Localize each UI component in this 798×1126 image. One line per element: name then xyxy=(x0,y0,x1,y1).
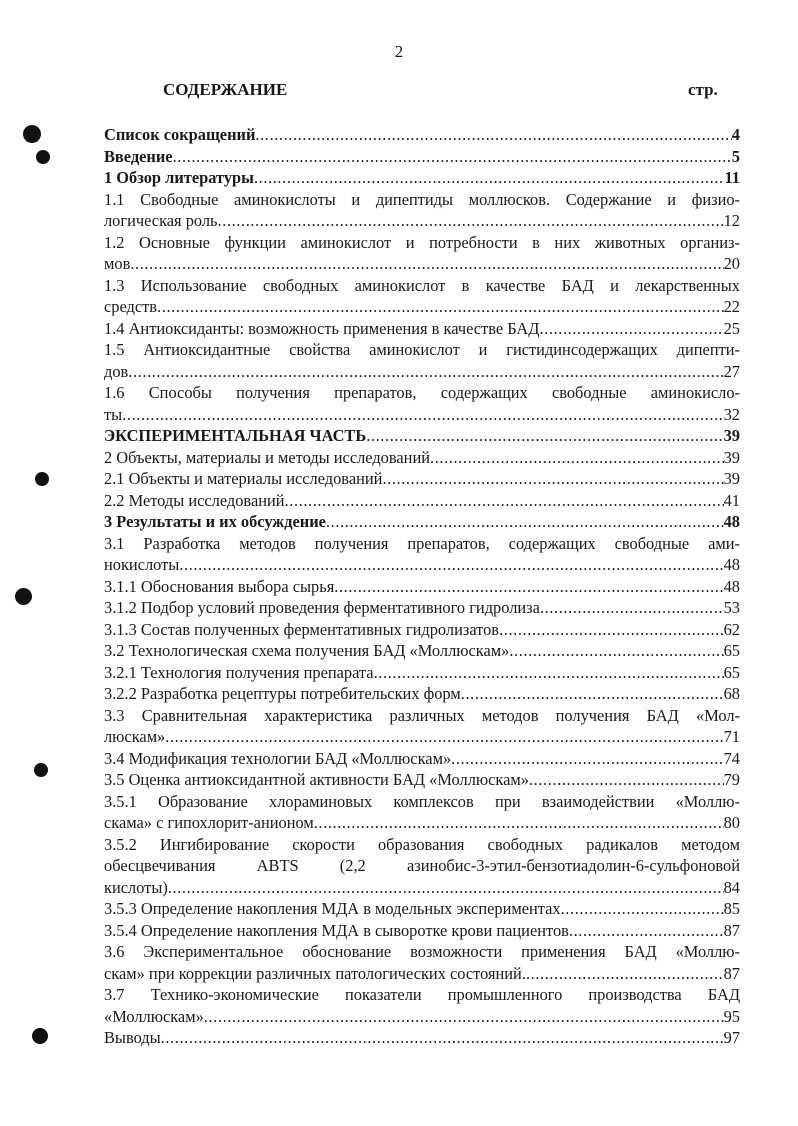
toc-entry-title: 3.1.2 Подбор условий проведения ферментативного гидролиза xyxy=(104,598,540,617)
toc-entry xyxy=(104,447,740,469)
dot-leader xyxy=(430,447,724,469)
toc-entry-page: 22 xyxy=(723,297,740,316)
toc-entry-title: 2.1 Объекты и материалы исследований xyxy=(104,469,383,488)
dot-leader xyxy=(334,576,723,598)
toc-entry-title: скама» с гипохлорит-анионом xyxy=(104,813,314,832)
toc-entry-title: дов xyxy=(104,361,129,381)
dot-leader xyxy=(539,318,723,340)
toc-entry-line: 1.1 Свободные аминокислоты и дипептиды моллюсков. Содержание и физио- xyxy=(104,189,740,209)
toc-entry xyxy=(104,146,740,168)
toc-entry-page: 48 xyxy=(723,576,740,596)
toc-entry-title: 3.1.3 Состав полученных ферментативных гидролизатов xyxy=(104,619,500,639)
toc-entry xyxy=(104,275,740,318)
toc-entry xyxy=(104,898,740,920)
toc-entry-page: 62 xyxy=(723,619,740,639)
toc-entry-title: логическая роль xyxy=(104,211,218,230)
toc-entry-line: 3.5.1 Образование хлораминовых комплексов при взаимодействии «Моллю- xyxy=(104,791,740,811)
toc-entry-page: 84 xyxy=(723,877,740,897)
toc-entry-row xyxy=(104,468,740,490)
toc-entry xyxy=(104,382,740,425)
dot-leader xyxy=(451,748,723,770)
toc-entry-row xyxy=(104,124,740,146)
toc-entry-title: ЭКСПЕРИМЕНТАЛЬНАЯ ЧАСТЬ xyxy=(104,426,367,445)
toc-entry-row xyxy=(104,576,740,598)
toc-entry-title: «Моллюскам» xyxy=(104,1006,204,1026)
toc-entry xyxy=(104,189,740,232)
toc-entry-title: 3.2.1 Технология получения препарата xyxy=(104,662,374,682)
toc-entry-row xyxy=(104,1006,740,1028)
toc-entry-page: 87 xyxy=(723,963,740,983)
toc-entry-page: 65 xyxy=(723,662,740,682)
toc-entry-row xyxy=(104,619,740,641)
toc-entry-title: кислоты) xyxy=(104,877,168,897)
toc-entry xyxy=(104,941,740,984)
binder-hole xyxy=(34,763,48,777)
toc-entry xyxy=(104,339,740,382)
dot-leader xyxy=(509,640,723,662)
toc-entry-row xyxy=(104,511,740,533)
toc-entry-row xyxy=(104,167,740,189)
toc-entry-line: 3.5.2 Ингибирование скорости образования свободных радикалов методом xyxy=(104,834,740,854)
toc-entry xyxy=(104,511,740,533)
dot-leader xyxy=(128,361,723,383)
toc-entry xyxy=(104,683,740,705)
toc-entry-line: 3.1 Разработка методов получения препаратов, содержащих свободные ами- xyxy=(104,533,740,553)
toc-entry-title: люскам» xyxy=(104,727,166,746)
toc-entry-row xyxy=(104,812,740,834)
toc-entry-row xyxy=(104,404,740,426)
toc-entry-page: 39 xyxy=(723,447,740,467)
toc-entry-page: 25 xyxy=(723,318,740,338)
toc-entry-line: 3.7 Технико-экономические показатели промышленного производства БАД xyxy=(104,985,740,1004)
toc-entry-line: 1.3 Использование свободных аминокислот в качестве БАД и лекарственных xyxy=(104,275,740,295)
toc-entry-page: 87 xyxy=(723,920,740,940)
toc-entry-page: 11 xyxy=(724,168,740,187)
dot-leader xyxy=(168,877,724,899)
toc-entry-row xyxy=(104,597,740,619)
dot-leader xyxy=(540,597,724,619)
binder-hole xyxy=(23,125,41,143)
toc-entry-title: Введение xyxy=(104,146,173,166)
toc-entry-title: 3.5.3 Определение накопления МДА в модельных экспериментах xyxy=(104,899,561,918)
toc-entry-title: нокислоты xyxy=(104,555,180,574)
toc-entry xyxy=(104,468,740,490)
dot-leader xyxy=(130,253,723,275)
toc-entry-page: 20 xyxy=(723,254,740,273)
toc-entry-row xyxy=(104,490,740,512)
dot-leader xyxy=(374,662,724,684)
dot-leader xyxy=(366,425,723,447)
toc-entry xyxy=(104,920,740,942)
dot-leader xyxy=(218,210,724,232)
toc-entry-line: 3.6 Экспериментальное обоснование возможности применения БАД «Моллю- xyxy=(104,942,740,961)
binder-hole xyxy=(15,588,32,605)
toc-entry xyxy=(104,533,740,576)
toc-entry xyxy=(104,425,740,447)
toc-entry-title: 3.2.2 Разработка рецептуры потребительских форм xyxy=(104,684,461,703)
toc-entry-row xyxy=(104,253,740,275)
toc-entry-title: 3.5.4 Определение накопления МДА в сыворотке крови пациентов xyxy=(104,920,569,940)
toc-entry xyxy=(104,318,740,340)
binder-hole xyxy=(32,1028,48,1044)
toc-entry xyxy=(104,490,740,512)
toc-entry xyxy=(104,640,740,662)
toc-entry xyxy=(104,748,740,770)
page-column-label: стр. xyxy=(688,80,718,99)
toc-entry-page: 80 xyxy=(723,813,740,832)
toc-entry-page: 48 xyxy=(723,555,740,574)
toc-entry-page: 85 xyxy=(723,899,740,918)
dot-leader xyxy=(561,898,724,920)
toc-entry-page: 68 xyxy=(723,684,740,703)
toc-entry xyxy=(104,705,740,748)
toc-entry-title: скам» при коррекции различных патологических состояний. xyxy=(104,963,526,983)
toc-entry-row xyxy=(104,726,740,748)
binder-hole xyxy=(36,150,50,164)
toc-entry-row xyxy=(104,963,740,985)
dot-leader xyxy=(179,554,723,576)
toc-entry-page: 79 xyxy=(723,770,740,789)
dot-leader xyxy=(204,1006,724,1028)
toc-entry-page: 65 xyxy=(723,641,740,660)
dot-leader xyxy=(157,296,724,318)
toc-entry-row xyxy=(104,296,740,318)
toc-entry-line: 1.6 Способы получения препаратов, содержащих свободные аминокисло- xyxy=(104,383,740,402)
toc-entry-line: 3.3 Сравнительная характеристика различных методов получения БАД «Мол- xyxy=(104,705,740,725)
toc-entry-row xyxy=(104,640,740,662)
toc-heading: СОДЕРЖАНИЕ xyxy=(163,80,288,99)
toc-entry xyxy=(104,769,740,791)
dot-leader xyxy=(461,683,724,705)
dot-leader xyxy=(326,511,724,533)
toc-entry xyxy=(104,834,740,899)
toc-entry-page: 53 xyxy=(723,598,740,617)
toc-entry xyxy=(104,791,740,834)
toc-entry-line: 1.5 Антиоксидантные свойства аминокислот и гистидинсодержащих дипепти- xyxy=(104,340,740,359)
toc-entry-title: 3.1.1 Обоснования выбора сырья xyxy=(104,576,335,596)
toc-entry-row xyxy=(104,662,740,684)
toc-entry-page: 27 xyxy=(723,361,740,381)
dot-leader xyxy=(382,468,723,490)
dot-leader xyxy=(569,920,724,942)
dot-leader xyxy=(529,769,724,791)
toc-entry xyxy=(104,167,740,189)
toc-entry-row xyxy=(104,683,740,705)
toc-entry-row xyxy=(104,447,740,469)
toc-entry-page: 71 xyxy=(723,727,740,746)
toc-entry-page: 32 xyxy=(723,404,740,424)
toc-entry-page: 39 xyxy=(723,469,740,488)
toc-entry xyxy=(104,576,740,598)
dot-leader xyxy=(499,619,724,641)
toc-entry-row xyxy=(104,210,740,232)
toc-entry xyxy=(104,1027,740,1049)
toc-entry-page: 39 xyxy=(723,426,740,445)
toc-entry-title: 3.2 Технологическая схема получения БАД «Моллюскам» xyxy=(104,641,510,660)
dot-leader xyxy=(165,726,723,748)
dot-leader xyxy=(254,167,725,189)
toc-entry-row xyxy=(104,318,740,340)
toc-entry-row xyxy=(104,146,740,168)
toc-entry-row xyxy=(104,1027,740,1049)
dot-leader xyxy=(173,146,732,168)
page-number: 2 xyxy=(394,42,404,61)
toc-entry-page: 74 xyxy=(723,748,740,768)
dot-leader xyxy=(526,963,724,985)
toc-entry-row xyxy=(104,769,740,791)
toc-entry-title: 3.4 Модификация технологии БАД «Моллюскам» xyxy=(104,748,452,768)
toc-entry-title: 3 Результаты и их обсуждение xyxy=(104,512,326,531)
binder-hole xyxy=(35,472,49,486)
toc-entry-title: 2 Объекты, материалы и методы исследований xyxy=(104,447,430,467)
toc-entry-row xyxy=(104,361,740,383)
dot-leader xyxy=(255,124,731,146)
toc-entry-row xyxy=(104,425,740,447)
toc-entry-row xyxy=(104,920,740,942)
toc-entry xyxy=(104,619,740,641)
dot-leader xyxy=(161,1027,724,1049)
toc-entry-page: 5 xyxy=(731,146,740,166)
toc-entry-title: ты xyxy=(104,404,123,424)
toc-entry-row xyxy=(104,554,740,576)
toc-entry-row xyxy=(104,898,740,920)
toc-entry-page: 48 xyxy=(723,512,740,531)
toc-entry-line: обесцвечивания ABTS (2,2 азинобис-3-этил-бензотиадолин-6-сульфоновой xyxy=(104,856,740,875)
toc-entry-title: Выводы xyxy=(104,1028,161,1047)
toc-entry-title: 3.5 Оценка антиоксидантной активности БАД «Моллюскам» xyxy=(104,770,529,789)
toc-entry xyxy=(104,232,740,275)
toc-entry xyxy=(104,597,740,619)
dot-leader xyxy=(285,490,724,512)
toc-entry-page: 4 xyxy=(731,125,740,144)
toc-entry xyxy=(104,662,740,684)
table-of-contents xyxy=(104,124,740,1049)
toc-entry-page: 97 xyxy=(723,1028,740,1047)
toc-entry-title: 1.4 Антиоксиданты: возможность применения в качестве БАД xyxy=(104,318,540,338)
toc-entry xyxy=(104,124,740,146)
dot-leader xyxy=(122,404,723,426)
toc-entry-title: мов xyxy=(104,254,131,273)
toc-entry-row xyxy=(104,877,740,899)
toc-entry-title: средств xyxy=(104,297,158,316)
toc-entry-row xyxy=(104,748,740,770)
toc-entry-title: 2.2 Методы исследований xyxy=(104,490,285,510)
dot-leader xyxy=(314,812,724,834)
toc-entry-title: 1 Обзор литературы xyxy=(104,168,254,187)
toc-entry-line: 1.2 Основные функции аминокислот и потребности в них животных организ- xyxy=(104,232,740,252)
toc-entry-page: 95 xyxy=(723,1006,740,1026)
toc-entry-page: 41 xyxy=(723,490,740,510)
toc-entry-page: 12 xyxy=(723,211,740,230)
toc-entry-title: Список сокращений xyxy=(104,125,256,144)
toc-entry xyxy=(104,984,740,1027)
